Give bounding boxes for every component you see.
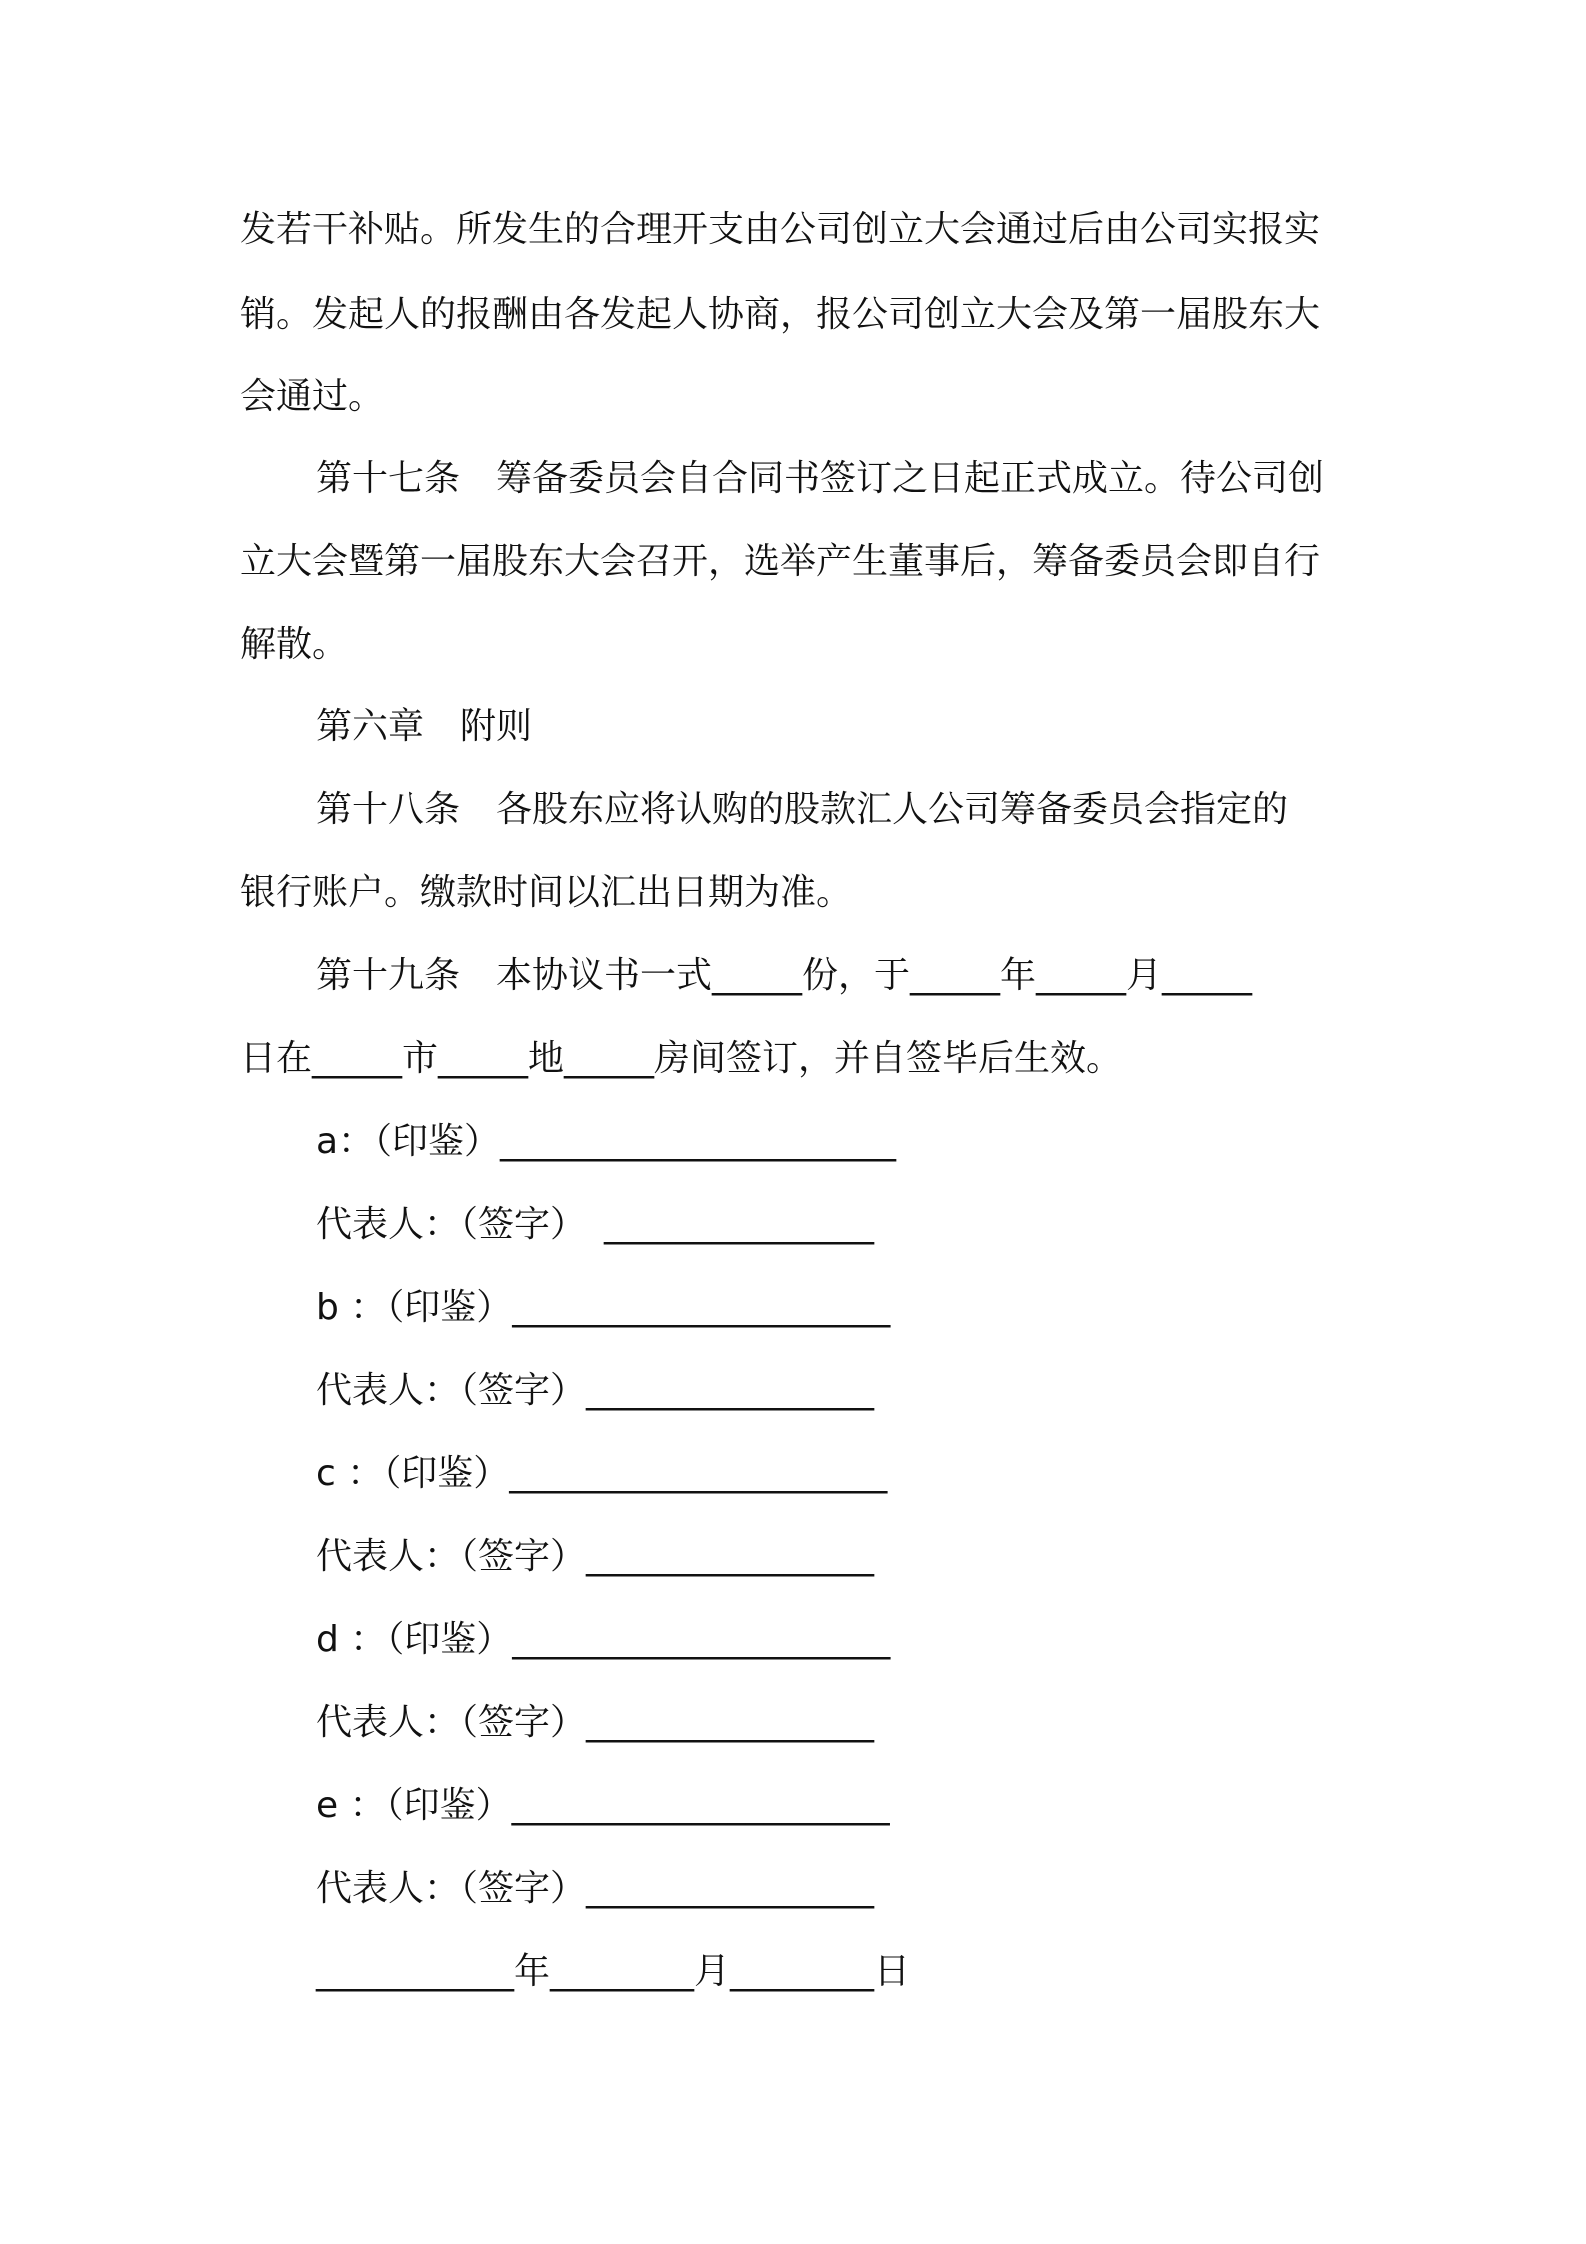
signature-line-c-seal: c ：（印鉴）_____________________ xyxy=(316,1453,888,1494)
signature-line-d-rep: 代表人：（签字）________________ xyxy=(316,1702,875,1743)
signature-line-c-rep: 代表人：（签字）________________ xyxy=(316,1536,875,1577)
article-19-line-1: 第十九条 本协议书一式_____份，于_____年_____月_____ xyxy=(316,955,1253,996)
article-18-line-2: 银行账户。缴款时间以汇出日期为准。 xyxy=(240,872,853,913)
signature-line-d-seal: d ：（印鉴）_____________________ xyxy=(316,1619,891,1660)
signature-line-e-rep: 代表人：（签字）________________ xyxy=(316,1868,875,1909)
article-17-line-1: 第十七条 筹备委员会自合同书签订之日起正式成立。待公司创 xyxy=(316,458,1325,499)
article-17-line-2: 立大会暨第一届股东大会召开，选举产生董事后，筹备委员会即自行 xyxy=(240,541,1321,582)
signature-line-a-rep: 代表人：（签字） _______________ xyxy=(316,1204,875,1245)
date-line: ___________年________月________日 xyxy=(316,1951,910,1992)
signature-line-e-seal: e ：（印鉴）_____________________ xyxy=(316,1785,890,1826)
article-17-line-3: 解散。 xyxy=(240,624,349,665)
paragraph-line-2: 销。发起人的报酬由各发起人协商，报公司创立大会及第一届股东大 xyxy=(240,294,1321,335)
signature-line-b-seal: b ：（印鉴）_____________________ xyxy=(316,1287,891,1328)
paragraph-line-3: 会通过。 xyxy=(240,376,385,417)
chapter-heading: 第六章 附则 xyxy=(316,706,533,747)
paragraph-line-1: 发若干补贴。所发生的合理开支由公司创立大会通过后由公司实报实 xyxy=(240,209,1321,250)
signature-line-b-rep: 代表人：（签字）________________ xyxy=(316,1370,875,1411)
signature-line-a-seal: a：（印鉴）______________________ xyxy=(316,1121,897,1162)
article-19-line-2: 日在_____市_____地_____房间签订，并自签毕后生效。 xyxy=(240,1038,1123,1079)
article-18-line-1: 第十八条 各股东应将认购的股款汇人公司筹备委员会指定的 xyxy=(316,789,1289,830)
